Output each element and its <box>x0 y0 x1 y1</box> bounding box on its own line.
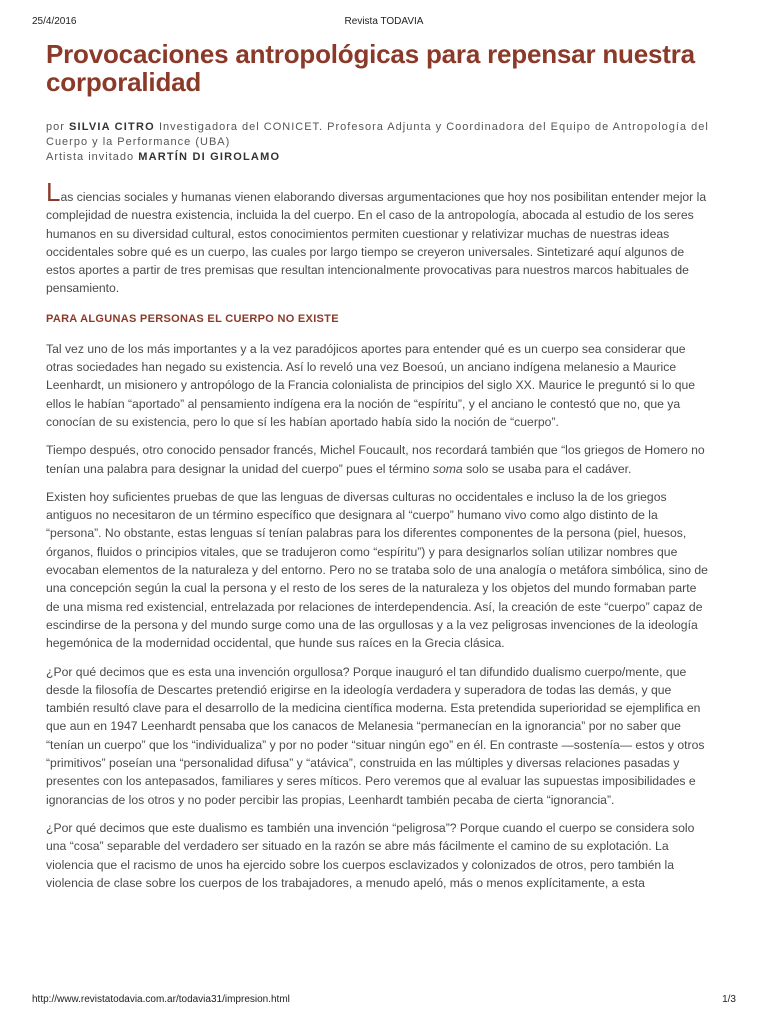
print-site-name: Revista TODAVIA <box>344 16 424 27</box>
drop-cap: L <box>46 177 61 207</box>
artist-name: MARTÍN DI GIROLAMO <box>138 151 281 163</box>
print-date: 25/4/2016 <box>32 16 77 27</box>
print-header <box>32 16 736 30</box>
page-number: 1/3 <box>722 994 736 1005</box>
paragraph-4: ¿Por qué decimos que es esta una invención orgullosa? Porque inauguró el tan difundido dualismo cuerpo/mente, que desde la filosofía de Descartes pretendió erigirse en la ideología verdadera y superadora de todas las demás, y que también resultó clave para el desarrollo de la medicina científica moderna. Esta pretendida superioridad se ejemplifica en que aun en 1947 Leenhardt pensaba que los canacos de Melanesia “permanecían en la ignorancia” por no saber que “tenían un cuerpo” que los “individualiza” y por no poder “situar ningún ego” en él. En contraste —sostenía— estos y otros “primitivos” poseían una “personalidad difusa” y “atávica”, construida en las múltiples y diversas relaciones pasadas y presentes con los antepasados, familiares y seres míticos. Pero veremos que al evaluar las supuestas imposibilidades e ignorancias de los otros y no poder percibir las propias, Leenhardt también pecaba de cierta “ignorancia”. <box>46 664 705 807</box>
lead-paragraph <box>46 177 712 298</box>
source-url-link[interactable]: http://www.revistatodavia.com.ar/todavia31/impresion.html <box>32 994 290 1005</box>
author-name: SILVIA CITRO <box>68 121 155 133</box>
paragraph-1: Tal vez uno de los más importantes y a la vez paradójicos aportes para entender qué es un cuerpo sea considerar que otras sociedades han negado su existencia. Así lo reveló una vez Boesoú, un anciano indígena melanesio a Maurice Leenhardt, un misionero y antropólogo de la Francia colonialista de principios del siglo XX. Maurice le preguntó si lo que ellos le habían “aportado” al pensamiento indígena era la noción de “espíritu”, y el anciano le contestó que no, que ya conocían de su existencia, pero lo que sí les habían aportado había sido la noción de “cuerpo”. <box>46 341 696 429</box>
article-body <box>46 177 712 892</box>
byline <box>46 120 712 150</box>
paragraph-2-emphasis: soma <box>432 461 463 476</box>
artist-credit <box>46 150 712 165</box>
article <box>46 40 712 902</box>
lead-text: as ciencias sociales y humanas vienen elaborando diversas argumentaciones que hoy nos posibilitan entender mejor la complejidad de nuestra existencia, incluida la del cuerpo. En el caso de la antropología, abocada al estudio de los seres humanos en su diversidad cultural, estos conocimientos permiten cuestionar y relativizar muchas de nuestras ideas occidentales sobre qué es un cuerpo, las cuales por largo tiempo se creyeron universales. Sintetizaré aquí algunos de estos aportes a partir de tres premisas que resultan intencionalmente provocativas para nuestros marcos habituales de pensamiento. <box>46 190 707 296</box>
paragraph-2 <box>46 441 712 478</box>
paragraph-3: Existen hoy suficientes pruebas de que las lenguas de diversas culturas no occidentales e incluso la de los griegos antiguos no necesitaron de un término específico que designara al “cuerpo” humano vivo como algo distinto de la “persona”. No obstante, estas lenguas sí tenían palabras para los diferentes componentes de la persona (piel, huesos, órganos, fluidos o principios vitales, que se tradujeron como “espíritu”) y para designarlos solían utilizar nombres que evocaban elementos de la naturaleza y del entorno. Pero no se trataba solo de una analogía o metáfora simbólica, sino de una concepción según la cual la persona y el resto de los seres de la naturaleza y los objetos del mundo formaban parte de una misma red existencial, entrelazada por relaciones de interdependencia. Así, la creación de este “cuerpo” capaz de escindirse de la persona y del mundo surge como una de las orgullosas y a la vez peligrosas invenciones de la ideología hegemónica de la modernidad occidental, que hunde sus raíces en la Grecia clásica. <box>46 489 708 651</box>
paragraph-2-text-a: Tiempo después, otro conocido pensador francés, Michel Foucault, nos recordará también que “los griegos de Homero no tenían una palabra para designar la unidad del cuerpo” pues el término <box>46 443 705 476</box>
paragraph-2-text-b: solo se usaba para el cadáver. <box>462 461 632 476</box>
article-title: Provocaciones antropológicas para repensar nuestra corporalidad <box>46 39 695 97</box>
section-heading: PARA ALGUNAS PERSONAS EL CUERPO NO EXISTE <box>46 312 339 325</box>
paragraph-5: ¿Por qué decimos que este dualismo es también una invención “peligrosa”? Porque cuando el cuerpo se considera solo una “cosa” separable del verdadero ser situado en la razón se abre más fácilmente el camino de su explotación. La violencia que el racismo de unos ha ejercido sobre los cuerpos esclavizados y colonizados de otros, pero también la violencia de clase sobre los cuerpos de los trabajadores, a menudo apeló, más o menos explícitamente, a esta <box>46 820 695 890</box>
author-role: Investigadora del CONICET. Profesora Adjunta y Coordinadora del Equipo de Antropología del Cuerpo y la Performance (UBA) <box>46 121 709 148</box>
byline-prefix: por <box>46 121 65 133</box>
print-footer <box>32 994 736 1008</box>
artist-prefix: Artista invitado <box>46 151 135 163</box>
